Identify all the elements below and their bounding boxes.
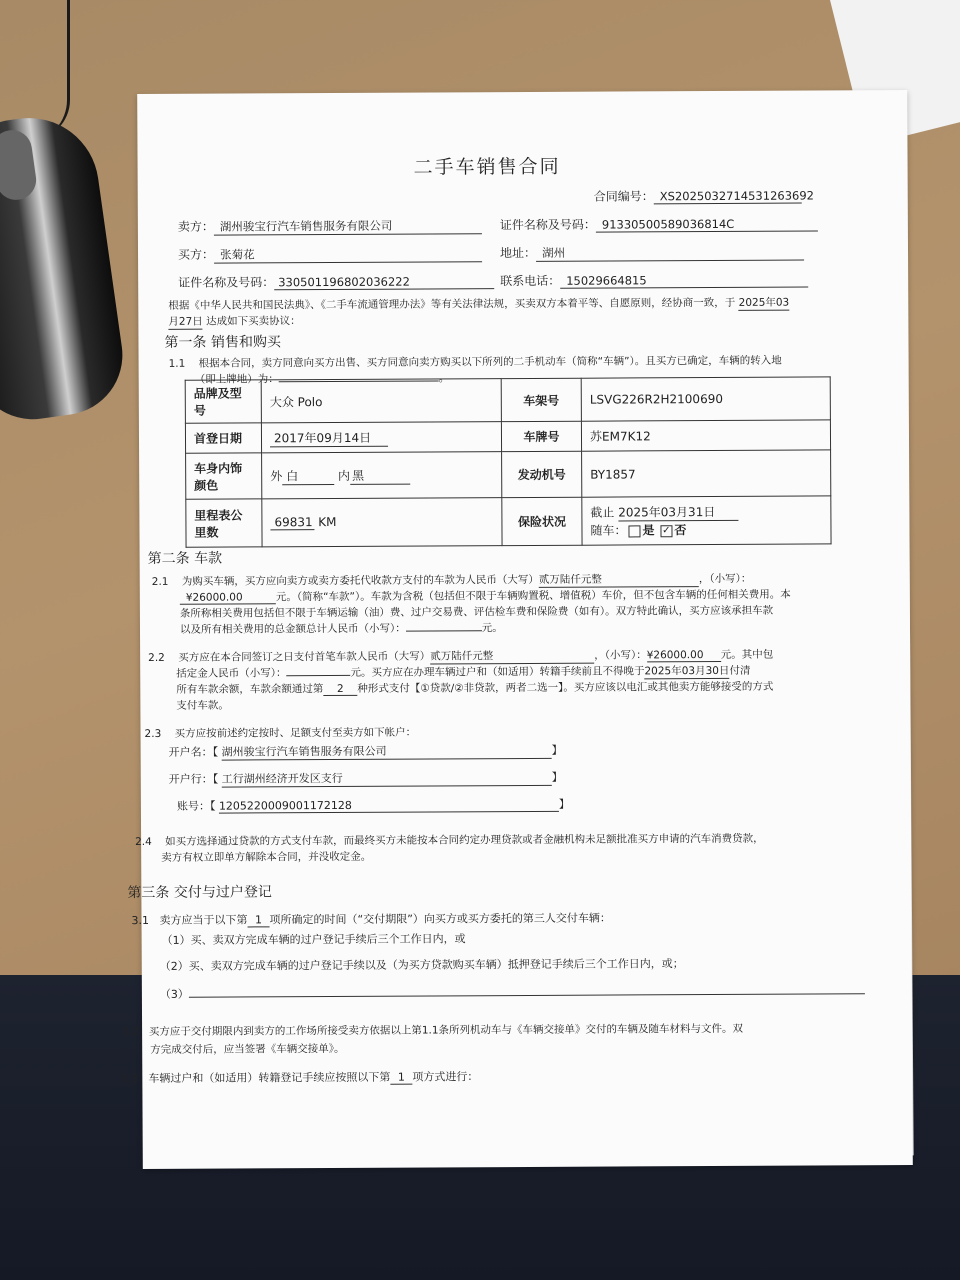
- account-number-label: 账号：: [176, 799, 210, 813]
- account-name-label: 开户名：: [168, 745, 213, 759]
- clause-text: 买方应按前述约定按时、足额支付至卖方如下帐户：: [174, 726, 417, 740]
- clause-number: 3.1: [131, 913, 150, 928]
- bracket-left: 【: [212, 772, 219, 786]
- table-row: [186, 450, 831, 499]
- contract-page: [120, 90, 913, 1169]
- seller-id-row: [500, 214, 818, 233]
- vehicle-info-table: [185, 376, 832, 547]
- clause-number: 3.3: [120, 1072, 138, 1086]
- seller-id-value: 91330500589036814C: [596, 216, 818, 232]
- clause-text: 所有车款余额，车款余额通过第: [176, 683, 324, 696]
- clause-2-2-line3: [176, 679, 773, 697]
- clause-2-4: [135, 831, 764, 849]
- interior-value: 黑: [350, 466, 410, 484]
- table-row: [185, 420, 830, 453]
- plate-label: 车牌号: [501, 421, 581, 451]
- contract-number-label: 合同编号：: [593, 189, 654, 204]
- seller-id-label: 证件名称及号码：: [499, 217, 596, 233]
- insurance-with-car: [590, 520, 822, 538]
- brand-value: 大众 Polo: [261, 379, 501, 423]
- bank-row: [169, 769, 563, 788]
- phone-row: [500, 271, 808, 290]
- exterior-value: 白: [282, 466, 334, 484]
- first-payment-lower: ¥26000.00: [647, 649, 721, 662]
- preamble-date: 2025年03: [738, 296, 790, 309]
- preamble: [168, 295, 789, 314]
- bracket-right: 】: [551, 770, 563, 784]
- buyer-label: 买方：: [177, 247, 215, 262]
- delivery-option: 1: [247, 913, 269, 927]
- exterior-label: 外: [270, 468, 283, 483]
- buyer-id-row: [178, 272, 494, 291]
- clause-1-1-line2: （即上牌地）为： 。: [194, 372, 450, 386]
- clause-3-3: [120, 1068, 478, 1086]
- reg-date-cell: [261, 422, 501, 453]
- clause-text: 项方式进行：: [412, 1070, 479, 1084]
- reg-date-label: 首登日期: [185, 423, 261, 453]
- clause-text: 如买方选择通过贷款的方式支付车款，而最终买方未能按本合同约定办理贷款或者金融机构未足额批准买方申请的汽车消费贷款，: [165, 832, 764, 848]
- clause-text: 车辆过户和（如适用）转籍登记手续应按照以下第: [148, 1070, 391, 1085]
- delivery-option-3: [160, 982, 865, 1002]
- preamble-date-day: 月27日: [168, 315, 203, 328]
- clause-number: 2.3: [144, 727, 162, 740]
- mileage-value: 69831: [270, 515, 314, 530]
- account-number-row: [177, 796, 570, 814]
- clause-2-1-line4: [180, 620, 503, 637]
- clause-2-3: [145, 725, 417, 741]
- option-3-blank: [189, 993, 865, 998]
- clause-text: 买方应于交付期限内到卖方的工作场所接受卖方依据以上第1.1条所列机动车与《车辆交接单》交付的车辆及随车材料与文件。双: [148, 1022, 744, 1038]
- article-1-title: 第一条 销售和购买: [164, 334, 281, 351]
- clause-3-2-line2: 方完成交付后，应当签署《车辆交接单》。: [150, 1042, 345, 1056]
- preamble-line2: [168, 313, 300, 330]
- bank-label: 开户行：: [168, 772, 213, 786]
- brand-label: 品牌及型号: [185, 380, 261, 423]
- contract-number: [593, 187, 814, 205]
- plate-value: 苏EM7K12: [581, 420, 830, 451]
- payment-option: 2: [323, 683, 357, 696]
- clause-2-1-line2: [180, 587, 791, 605]
- table-row: [186, 496, 831, 547]
- clause-text: 元。买方应在办理车辆过户和（如适用）转籍手续前且不得晚于: [350, 665, 645, 679]
- seller-row: [178, 216, 482, 236]
- seller-value: 湖州骏宝行汽车销售服务有限公司: [214, 217, 482, 235]
- buyer-id-value: 330501196802036222: [274, 274, 494, 290]
- final-payment-date: 2025年03月30日: [644, 664, 730, 678]
- mileage-cell: [262, 498, 502, 547]
- interior-label: 内: [337, 468, 351, 483]
- phone-label: 联系电话：: [500, 273, 561, 289]
- clause-2-4-line2: 卖方有权立即单方解除本合同，并没收定金。: [161, 850, 372, 864]
- address-label: 地址：: [499, 245, 537, 261]
- clause-text: 元。（简称“车款”）。车款为含税（包括但不限于车辆购置税、增值税）车价，但不包含车辆的任何相关费用。本: [275, 588, 791, 604]
- account-number-value: 1205220009001172128: [219, 798, 559, 814]
- clause-text: 买方应在本合同签订之日支付首笔车款人民币（大写）: [178, 650, 431, 664]
- insurance-expiry-label: 截止: [590, 505, 615, 520]
- preamble-text: 根据《中华人民共和国民法典》、《二手车流通管理办法》等有关法律法规，买卖双方本着平等、自愿原则，经协商一致，于: [168, 296, 736, 312]
- option-number: （3）: [159, 987, 189, 1001]
- clause-number: 2.4: [135, 835, 152, 849]
- clause-text: 付清: [729, 664, 751, 677]
- table-row: [185, 377, 830, 423]
- clause-text: 括定金人民币（小写）：: [176, 667, 287, 680]
- preamble-end: 达成如下买卖协议：: [206, 315, 301, 328]
- clause-1-1: [169, 353, 782, 371]
- clause-3-2: [122, 1021, 743, 1039]
- bracket-left: 【: [209, 799, 216, 813]
- article-3-title: 第三条 交付与过户登记: [127, 884, 272, 902]
- total-amount-blank: [406, 630, 482, 631]
- clause-text: ，（小写）：: [594, 649, 647, 662]
- insurance-label: 保险状况: [502, 497, 582, 545]
- buyer-value: 张菊花: [214, 245, 482, 263]
- clause-text: 根据本合同，卖方同意向买方出售、买方同意向卖方购买以下所列的二手机动车（简称“车辆”）。且买方已确定，车辆的转入地: [198, 354, 782, 370]
- bank-value: 工行湖州经济开发区支行: [222, 769, 552, 788]
- first-payment-upper: 贰万陆仟元整: [430, 648, 594, 665]
- checkbox-no[interactable]: ✓: [662, 524, 671, 536]
- total-price-upper: 贰万陆仟元整: [539, 571, 699, 588]
- article-2-title: 第二条 车款: [147, 550, 223, 567]
- clause-2-2-line4: 支付车款。: [176, 699, 229, 712]
- bracket-right: 】: [551, 743, 563, 757]
- seller-label: 卖方：: [177, 219, 214, 234]
- engine-label: 发动机号: [502, 451, 582, 497]
- option-yes-label: 是: [642, 523, 655, 538]
- clause-text: （即上牌地）为：: [194, 373, 279, 386]
- clause-text: 元。其中包: [720, 648, 774, 661]
- clause-text: 以及所有相关费用的总金额总计人民币（小写）：: [179, 622, 406, 636]
- vin-value: LSVG226R2H2100690: [581, 377, 830, 421]
- mileage-label: 里程表公里数: [186, 499, 262, 547]
- delivery-option-2: （2）买、卖双方完成车辆的过户登记手续以及（为买方贷款购买车辆）抵押登记手续后三个工作日内，或；: [159, 957, 684, 973]
- insurance-expiry: [590, 502, 822, 521]
- bracket-left: 【: [212, 745, 219, 759]
- total-price-lower: ¥26000.00: [180, 591, 276, 605]
- clause-number: 3.2: [122, 1026, 139, 1039]
- clause-2-1-line3: 条所称相关费用包括但不限于车辆运输（油）费、过户交易费、评估检车费和保险费（如有）。双方特此确认，买方应该承担车款: [179, 604, 774, 620]
- address-row: [500, 243, 804, 263]
- option-no-label: 否: [674, 523, 687, 538]
- clause-number: 1.1: [168, 357, 186, 370]
- vin-label: 车架号: [501, 378, 581, 421]
- clause-text: ，（小写）：: [698, 572, 752, 586]
- clause-text: 元。: [481, 622, 503, 635]
- reg-date-value: 2017年09月14日: [270, 428, 388, 447]
- clause-number: 2.1: [151, 575, 169, 588]
- contract-number-value: XS2025032714531263692: [654, 189, 802, 205]
- address-value: 湖州: [536, 244, 804, 262]
- clause-text: 卖方应当于以下第: [159, 913, 248, 927]
- buyer-row: [178, 244, 482, 264]
- color-cell: [262, 452, 502, 499]
- document-title: 二手车销售合同: [413, 155, 561, 179]
- clause-3-1: [131, 910, 610, 929]
- delivery-option-1: （1）买、卖双方完成车辆的过户登记手续后三个工作日内，或: [161, 932, 466, 947]
- clause-text: 项所确定的时间（“交付期限”）向买方或买方委托的第三人交付车辆：: [269, 911, 611, 927]
- engine-value: BY1857: [582, 450, 831, 497]
- color-label: 车身内饰颜色: [186, 453, 262, 499]
- account-name-value: 湖州骏宝行汽车销售服务有限公司: [222, 742, 552, 761]
- clause-number: 2.2: [148, 651, 165, 664]
- clause-text: 种形式支付【①贷款/②非贷款，两者二选一】。买方应该以电汇或其他卖方能够接受的方式: [357, 680, 774, 695]
- checkbox-yes[interactable]: [628, 525, 640, 537]
- insurance-expiry-value: 2025年03月31日: [618, 503, 738, 522]
- transfer-option: 1: [390, 1071, 412, 1085]
- phone-value: 15029664815: [560, 273, 808, 289]
- clause-text: 为购买车辆，买方应向卖方或卖方委托代收款方支付的车款为人民币（大写）: [181, 573, 539, 588]
- account-name-row: [169, 742, 563, 761]
- insurance-cell: [582, 496, 831, 545]
- buyer-id-label: 证件名称及号码：: [178, 275, 275, 290]
- insurance-with-label: 随车：: [590, 523, 627, 538]
- mileage-unit: KM: [318, 514, 337, 530]
- bracket-right: 】: [558, 797, 570, 811]
- deposit-blank: [286, 675, 350, 676]
